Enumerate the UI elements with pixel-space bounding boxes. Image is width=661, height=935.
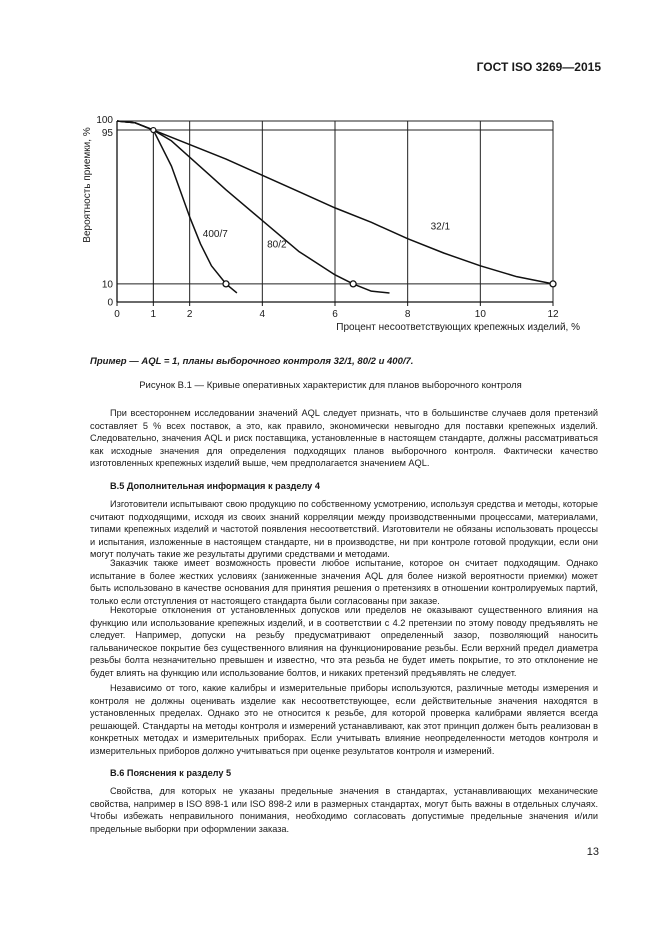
paragraph: Независимо от того, какие калибры и измерительные приборы используются, различные методы измерения и контроля не должны оценивать изделие как несоответствующее, если действительные значения находятся в установленных пределах. Однако это не относится к резьбе, для которой проверка калибрами является всегда решающей. Стандарты на методы контроля и измерений устанавливают, как этот принцип должен быть реализован в конкретных методах и измерительных приборах. Если учитывать влияние неопределенности методов контроля и измерительных приборов должно учитываться при оценке результатов контроля и измерений. (90, 683, 598, 756)
y-tick-label: 95 (101, 128, 113, 140)
body-text-block-3 (90, 557, 598, 607)
x-tick-label: 1 (150, 309, 157, 320)
x-tick-label: 2 (186, 309, 193, 320)
body-text-block-1 (90, 407, 598, 470)
series-line-80-2 (117, 121, 390, 293)
x-tick-label: 12 (547, 309, 559, 320)
document-header: ГОСТ ISO 3269—2015 (476, 60, 601, 74)
section-b5 (90, 480, 598, 493)
x-tick-label: 4 (259, 309, 266, 320)
body-text-block-5 (90, 682, 598, 758)
paragraph: Изготовители испытывают свою продукцию по собственному усмотрению, используя средства и методы, которые считают подходящими, исходя из своих знаний корреляции между производственными процессами, материалами, типами крепежных изделий и частотой появления несоответствий. Изготовители не обязаны использовать процессы и испытания, изложенные в настоящем стандарте, ни в производстве, ни при контроле готовой продукции, если они могут получать такие же результаты другими средствами и методами. (90, 499, 598, 560)
page-number: 13 (586, 846, 599, 858)
x-axis-label: Процент несоответствующих крепежных изделий, % (336, 322, 580, 333)
paragraph: Некоторые отклонения от установленных допусков или пределов не оказывают существенного влияния на функцию или использование крепежных изделий, и в соответствии с 4.2 претензии по этому поводу предъявлять не следует. Например, допуски на резьбу предусматривают определенный зазор, позволяющий наносить гальваническое покрытие без существенного влияния на функционирование резьбы. Если верхний предел диаметра резьбы болта незначительно превышен и известно, что эта резьба не будет иметь покрытие, то это отклонение не будет влиять на функцию или использование болтов, и никаких претензий предъявлять не следует. (90, 605, 598, 678)
series-point-80-2 (350, 281, 356, 287)
section-heading: В.6 Пояснения к разделу 5 (110, 768, 232, 778)
y-axis-label: Вероятность приемки, % (82, 127, 93, 243)
paragraph: Свойства, для которых не указаны предельные значения в стандартах, устанавливающих механические свойства, например в ISO 898-1 или ISO 898-2 или в размерных стандартах, могут быть важны в отдельных случаях. Чтобы избежать неправильного понимания, необходимо согласовать допустимые предельные значения и/или предельные выборки при оформлении заказа. (90, 786, 598, 834)
series-label: 400/7 (202, 228, 228, 240)
series-point-400-7 (223, 281, 229, 287)
y-tick-label: 100 (96, 115, 113, 126)
body-text-block-4 (90, 604, 598, 680)
body-text-block-6 (90, 785, 598, 835)
x-tick-label: 10 (474, 309, 486, 320)
section-heading: В.5 Дополнительная информация к разделу 4 (110, 481, 320, 491)
x-tick-label: 6 (332, 309, 338, 320)
oc-curves-chart (0, 0, 661, 340)
x-tick-label: 0 (114, 309, 120, 320)
series-label: 32/1 (430, 221, 451, 233)
chart-ticks (96, 115, 559, 320)
section-b6 (90, 767, 598, 780)
figure-caption: Рисунок В.1 — Кривые оперативных характеристик для планов выборочного контроля (139, 380, 522, 391)
common-point (151, 128, 156, 133)
body-text-block-2 (90, 498, 598, 561)
x-tick-label: 8 (404, 309, 411, 320)
series-label: 80/2 (267, 239, 287, 251)
chart-series (117, 121, 556, 293)
example-note: Пример — AQL = 1, планы выборочного контроля 32/1, 80/2 и 400/7. (90, 356, 414, 367)
paragraph: Заказчик также имеет возможность провести любое испытание, которое он считает подходящим. Однако испытание в более жестких условиях (заниженные значения AQL для более низкой вероятности приемки) может быть использовано в качестве основания для принятия решения о претензиях в отношении контролируемых партий, только если отступления от настоящего стандарта были согласованы при заказе. (90, 558, 598, 606)
paragraph: При всестороннем исследовании значений AQL следует признать, что в большинстве случаев доля претензий составляет 5 % всех поставок, а это, как правило, экономически невыгодно для поставки крепежных изделий. Следовательно, значения AQL и риск поставщика, установленные в настоящем стандарте, должны рассматриваться как исходные значения для определения подходящих планов выборочного контроля. Фактически качество изготовленных крепежных изделий выше, чем предполагается значением AQL. (90, 408, 598, 469)
y-tick-label: 10 (101, 279, 113, 291)
series-point-32-1 (550, 281, 556, 287)
y-tick-label: 0 (107, 297, 113, 309)
